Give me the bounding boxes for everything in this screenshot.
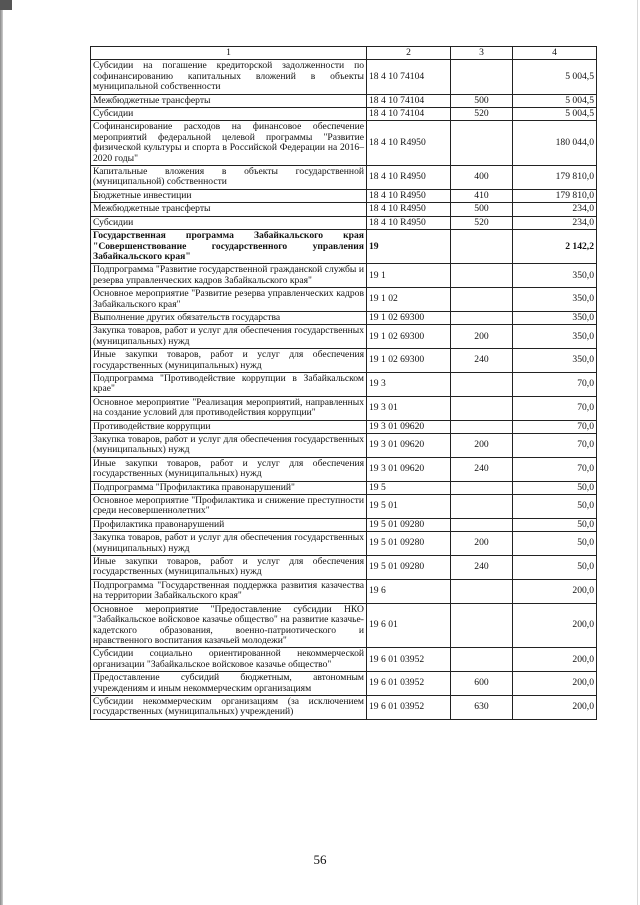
row-name-cell: Межбюджетные трансферты [91,94,367,107]
row-name-cell: Субсидии [91,108,367,121]
row-vr-cell [451,288,513,312]
row-name-cell: Межбюджетные трансферты [91,203,367,216]
header-col-3: 3 [451,47,513,60]
row-vr-cell [451,495,513,519]
row-code-cell: 19 3 01 09620 [367,457,451,481]
row-name-cell: Государственная программа Забайкальского края "Совершенствование государственного управления Забайкальского края" [91,230,367,264]
row-sum-cell: 200,0 [513,695,597,719]
table-row [91,203,597,216]
row-code-cell: 19 1 02 [367,288,451,312]
row-vr-cell: 240 [451,457,513,481]
row-vr-cell [451,481,513,494]
row-sum-cell: 179 810,0 [513,189,597,202]
row-vr-cell: 630 [451,695,513,719]
table-row [91,94,597,107]
row-code-cell: 19 5 01 09280 [367,556,451,580]
row-name-cell: Иные закупки товаров, работ и услуг для обеспечения государственных (муниципальных) нужд [91,556,367,580]
row-vr-cell [451,264,513,288]
table-row [91,121,597,166]
header-col-4: 4 [513,47,597,60]
table-row [91,695,597,719]
row-vr-cell [451,518,513,531]
row-name-cell: Иные закупки товаров, работ и услуг для обеспечения государственных (муниципальных) нужд [91,457,367,481]
row-name-cell: Предоставление субсидий бюджетным, автономным учреждениям и иным некоммерческим организациям [91,672,367,696]
table-row [91,481,597,494]
row-vr-cell [451,603,513,648]
row-code-cell: 19 3 01 09620 [367,434,451,458]
row-vr-cell: 500 [451,94,513,107]
row-name-cell: Субсидии социально ориентированной некоммерческой организации "Забайкальское войсковое казачье общество" [91,648,367,672]
table-row [91,216,597,229]
table-row [91,556,597,580]
row-vr-cell: 410 [451,189,513,202]
row-vr-cell: 520 [451,108,513,121]
row-sum-cell: 50,0 [513,518,597,531]
table-row [91,311,597,324]
scan-edge-corner [0,0,12,10]
row-name-cell: Закупка товаров, работ и услуг для обеспечения государственных (муниципальных) нужд [91,434,367,458]
row-code-cell: 18 4 10 74104 [367,108,451,121]
table-row [91,648,597,672]
table-row [91,495,597,519]
row-code-cell: 19 1 02 69300 [367,311,451,324]
row-vr-cell [451,420,513,433]
row-code-cell: 18 4 10 R4950 [367,121,451,166]
row-code-cell: 18 4 10 R4950 [367,216,451,229]
row-sum-cell: 200,0 [513,579,597,603]
row-vr-cell [451,396,513,420]
header-col-1: 1 [91,47,367,60]
row-sum-cell: 350,0 [513,288,597,312]
table-body [91,60,597,719]
table-header-row [91,47,597,60]
row-sum-cell: 70,0 [513,457,597,481]
row-sum-cell: 350,0 [513,311,597,324]
scan-edge-left [0,0,3,905]
row-vr-cell [451,311,513,324]
row-sum-cell: 180 044,0 [513,121,597,166]
row-sum-cell: 50,0 [513,481,597,494]
row-name-cell: Закупка товаров, работ и услуг для обеспечения государственных (муниципальных) нужд [91,325,367,349]
row-name-cell: Подпрограмма "Противодействие коррупции в Забайкальском крае" [91,372,367,396]
row-vr-cell [451,648,513,672]
table-row [91,230,597,264]
row-sum-cell: 350,0 [513,264,597,288]
row-code-cell: 19 6 01 03952 [367,672,451,696]
header-col-2: 2 [367,47,451,60]
table-row [91,396,597,420]
row-sum-cell: 200,0 [513,648,597,672]
row-name-cell: Основное мероприятие "Профилактика и снижение преступности среди несовершеннолетних" [91,495,367,519]
row-vr-cell [451,372,513,396]
row-sum-cell: 70,0 [513,420,597,433]
row-code-cell: 19 3 01 [367,396,451,420]
row-sum-cell: 50,0 [513,495,597,519]
row-vr-cell: 600 [451,672,513,696]
table-row [91,603,597,648]
table-row [91,264,597,288]
row-sum-cell: 5 004,5 [513,60,597,94]
row-name-cell: Субсидии [91,216,367,229]
scan-edge-right [637,0,638,905]
row-name-cell: Противодействие коррупции [91,420,367,433]
row-name-cell: Бюджетные инвестиции [91,189,367,202]
row-sum-cell: 70,0 [513,396,597,420]
row-sum-cell: 179 810,0 [513,166,597,190]
table-row [91,579,597,603]
table-row [91,349,597,373]
row-code-cell: 19 6 01 03952 [367,648,451,672]
row-code-cell: 19 1 [367,264,451,288]
table-row [91,532,597,556]
row-code-cell: 19 5 01 09280 [367,518,451,531]
row-code-cell: 19 6 01 [367,603,451,648]
row-sum-cell: 350,0 [513,349,597,373]
row-sum-cell: 234,0 [513,203,597,216]
row-code-cell: 19 3 01 09620 [367,420,451,433]
row-name-cell: Профилактика правонарушений [91,518,367,531]
row-name-cell: Выполнение других обязательств государства [91,311,367,324]
row-code-cell: 18 4 10 R4950 [367,203,451,216]
row-vr-cell: 240 [451,349,513,373]
row-code-cell: 19 6 01 03952 [367,695,451,719]
row-code-cell: 19 5 01 09280 [367,532,451,556]
row-name-cell: Софинансирование расходов на финансовое обеспечение мероприятий федеральной целевой программы "Развитие физической культуры и спорта в Российской Федерации на 2016–2020 годы" [91,121,367,166]
table-row [91,372,597,396]
row-sum-cell: 70,0 [513,372,597,396]
row-code-cell: 19 1 02 69300 [367,325,451,349]
row-vr-cell [451,121,513,166]
table-row [91,108,597,121]
table-row [91,325,597,349]
row-sum-cell: 5 004,5 [513,108,597,121]
table-row [91,288,597,312]
row-sum-cell: 200,0 [513,603,597,648]
table-row [91,434,597,458]
row-sum-cell: 2 142,2 [513,230,597,264]
row-code-cell: 18 4 10 R4950 [367,166,451,190]
table-row [91,166,597,190]
row-vr-cell: 200 [451,434,513,458]
row-vr-cell [451,230,513,264]
row-vr-cell: 520 [451,216,513,229]
page-number: 56 [313,852,327,867]
row-vr-cell: 200 [451,325,513,349]
table-row [91,518,597,531]
row-name-cell: Иные закупки товаров, работ и услуг для обеспечения государственных (муниципальных) нужд [91,349,367,373]
row-sum-cell: 350,0 [513,325,597,349]
row-code-cell: 19 6 [367,579,451,603]
row-sum-cell: 200,0 [513,672,597,696]
row-name-cell: Субсидии некоммерческим организациям (за исключением государственных (муниципальных) учреждений) [91,695,367,719]
row-name-cell: Основное мероприятие "Предоставление субсидии НКО "Забайкальское войсковое казачье общество" на развитие казачье-кадетского образования, военно-патриотического и нравственного воспитания казачьей молодежи" [91,603,367,648]
row-sum-cell: 50,0 [513,532,597,556]
budget-table [90,46,597,720]
row-vr-cell: 240 [451,556,513,580]
row-code-cell: 19 5 01 [367,495,451,519]
row-vr-cell: 500 [451,203,513,216]
row-name-cell: Подпрограмма "Государственная поддержка развития казачества на территории Забайкальского края" [91,579,367,603]
row-name-cell: Подпрограмма "Профилактика правонарушений" [91,481,367,494]
row-name-cell: Закупка товаров, работ и услуг для обеспечения государственных (муниципальных) нужд [91,532,367,556]
row-sum-cell: 70,0 [513,434,597,458]
row-vr-cell [451,579,513,603]
table-row [91,420,597,433]
row-code-cell: 18 4 10 74104 [367,60,451,94]
table-row [91,457,597,481]
row-code-cell: 18 4 10 R4950 [367,189,451,202]
row-code-cell: 19 1 02 69300 [367,349,451,373]
row-name-cell: Капитальные вложения в объекты государственной (муниципальной) собственности [91,166,367,190]
row-vr-cell: 200 [451,532,513,556]
row-sum-cell: 234,0 [513,216,597,229]
row-name-cell: Основное мероприятие "Реализация мероприятий, направленных на создание условий для противодействия коррупции" [91,396,367,420]
row-code-cell: 18 4 10 74104 [367,94,451,107]
row-sum-cell: 50,0 [513,556,597,580]
row-name-cell: Основное мероприятие "Развитие резерва управленческих кадров Забайкальского края" [91,288,367,312]
row-code-cell: 19 5 [367,481,451,494]
row-sum-cell: 5 004,5 [513,94,597,107]
table-row [91,60,597,94]
row-name-cell: Субсидии на погашение кредиторской задолженности по софинансированию капитальных вложений в объекты муниципальной собственности [91,60,367,94]
row-vr-cell [451,60,513,94]
row-vr-cell: 400 [451,166,513,190]
row-name-cell: Подпрограмма "Развитие государственной гражданской службы и резерва управленческих кадров Забайкальского края" [91,264,367,288]
table-row [91,189,597,202]
table-row [91,672,597,696]
row-code-cell: 19 [367,230,451,264]
row-code-cell: 19 3 [367,372,451,396]
